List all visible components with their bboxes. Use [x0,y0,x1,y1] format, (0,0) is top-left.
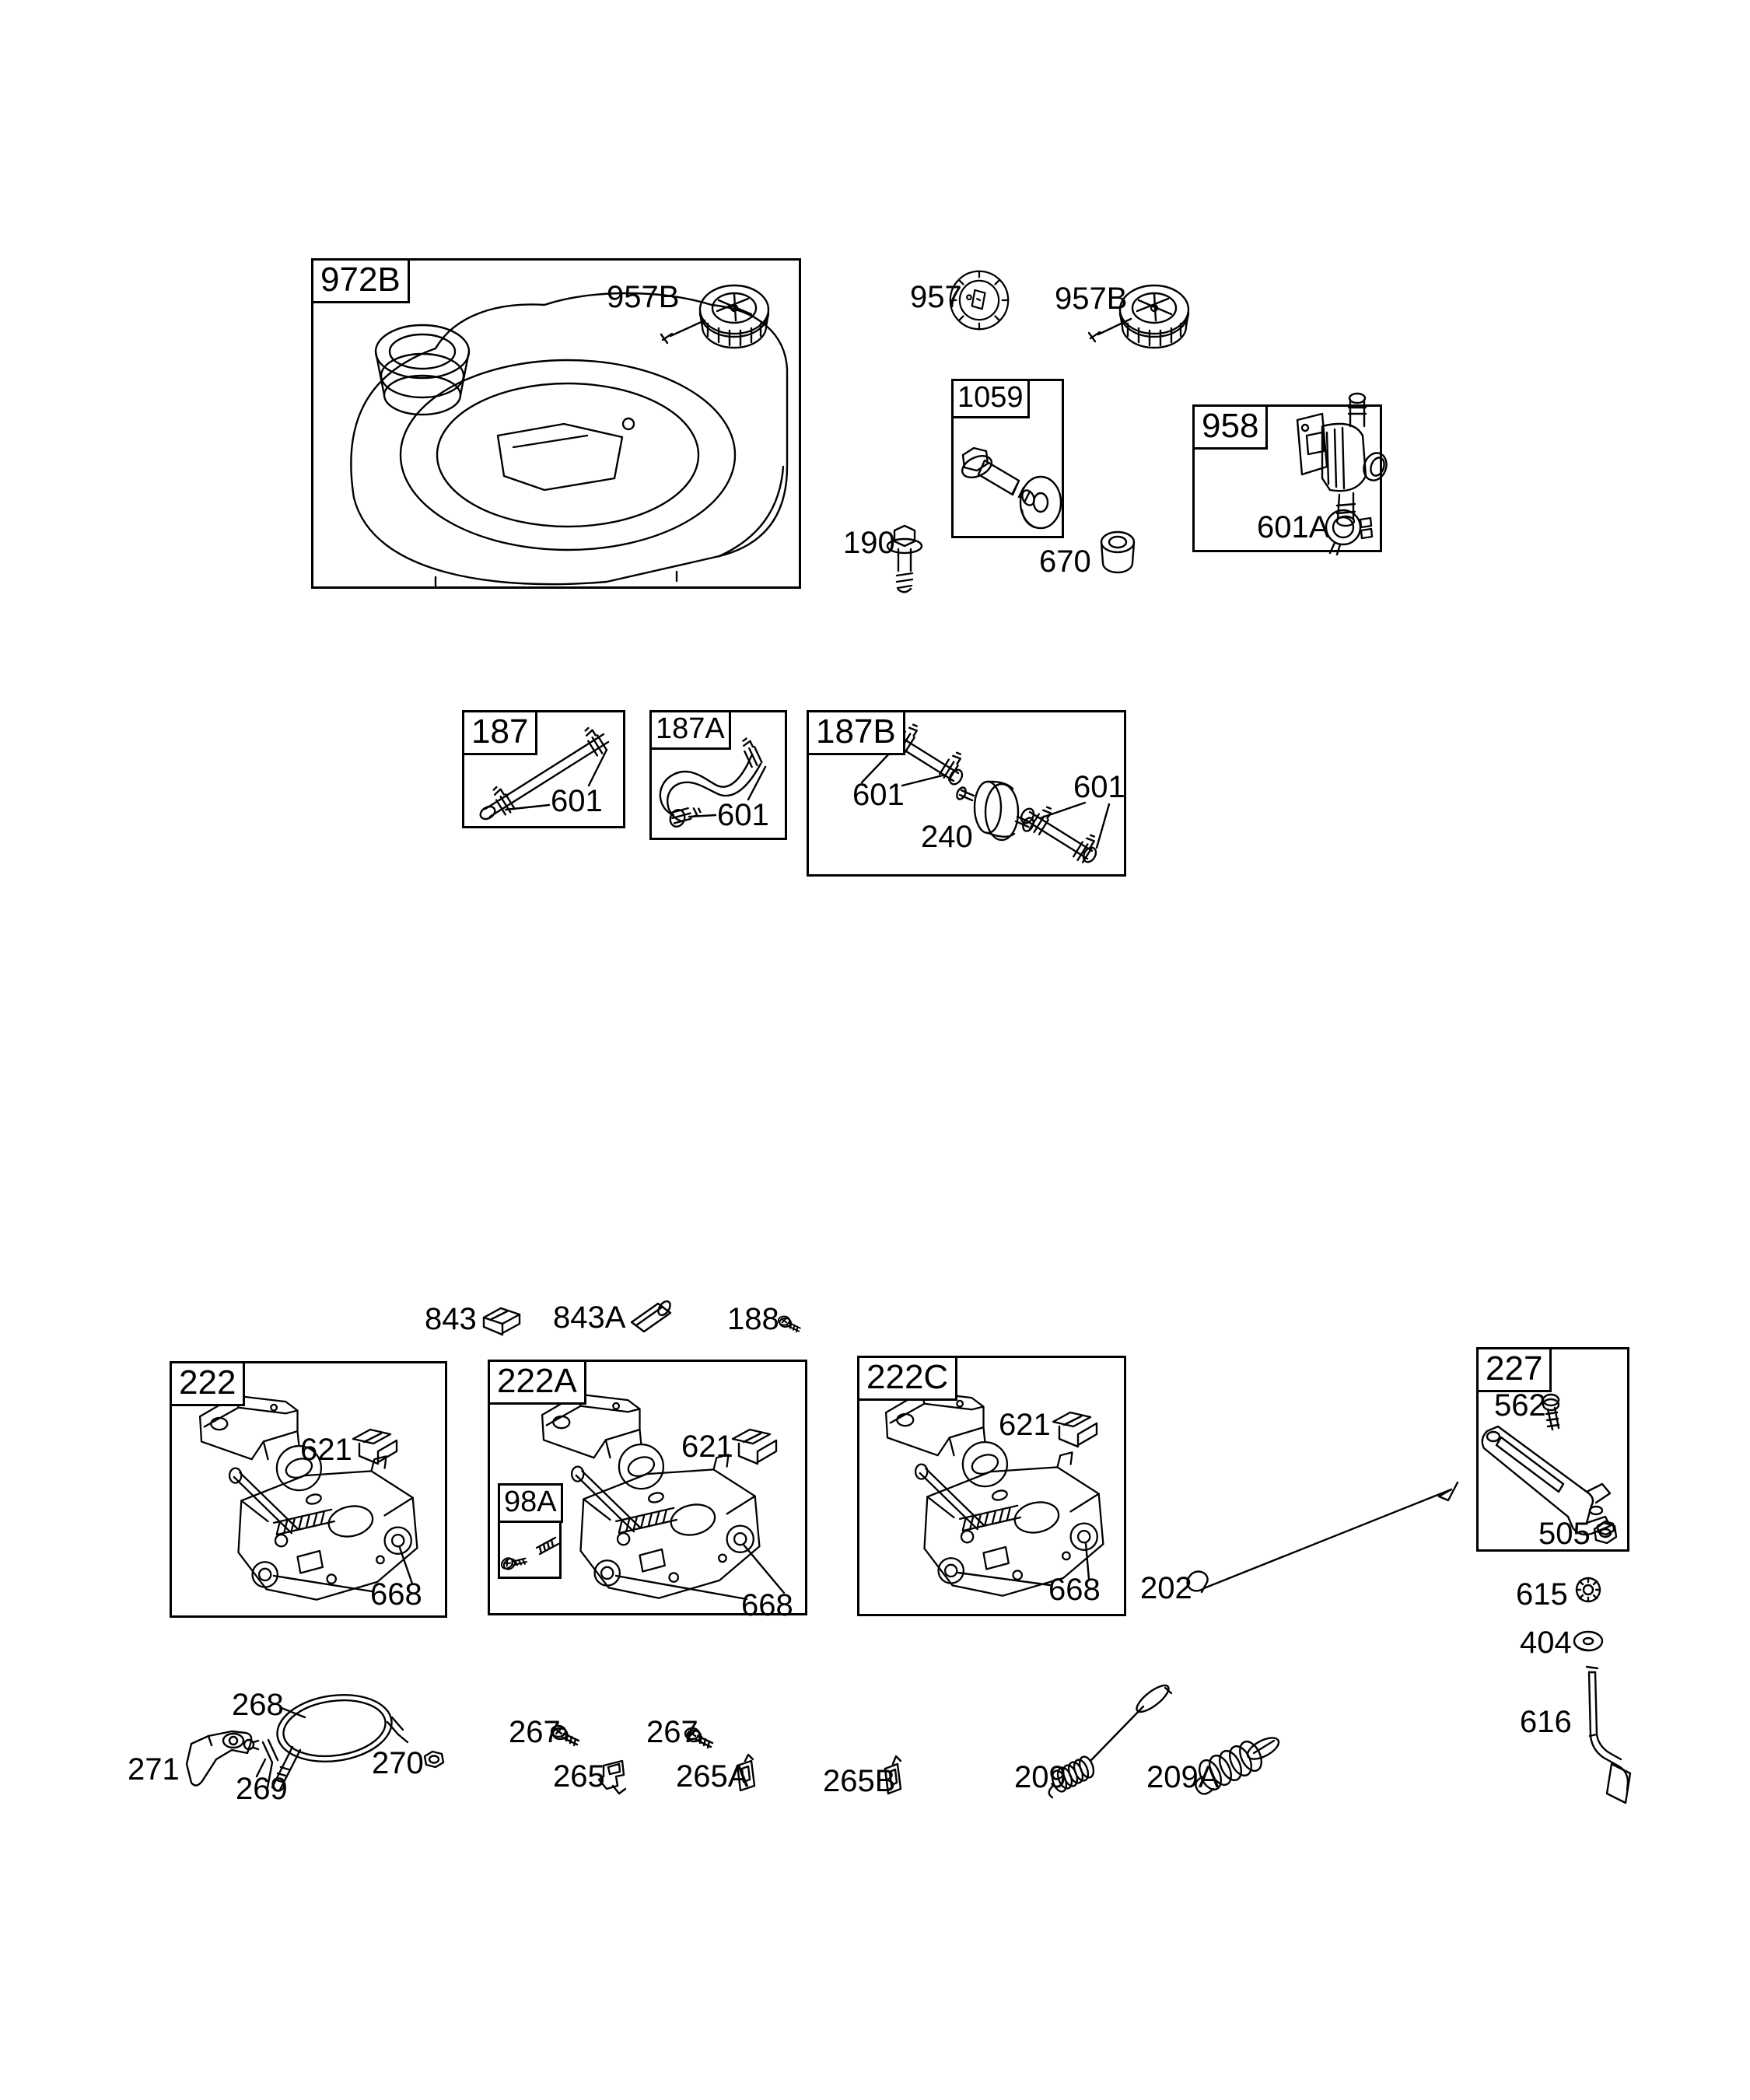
callout-668-222C: 668 [1048,1573,1101,1607]
callout-957B-right: 957B [1055,282,1128,316]
callout-601-187: 601 [551,784,603,818]
callout-271: 271 [128,1752,180,1787]
callout-621-222C: 621 [999,1408,1051,1442]
screw-188-drawing [779,1316,800,1332]
callout-601-187B-left: 601 [852,778,905,812]
callout-957B-tank: 957B [607,280,680,314]
callout-209A: 209A [1146,1760,1220,1794]
group-label-227-text: 227 [1486,1349,1543,1388]
callout-843A: 843A [553,1300,626,1335]
group-label-187A [649,710,731,750]
callout-601-187A: 601 [717,798,769,832]
group-label-222A-text: 222A [497,1362,577,1400]
group-box-972B [311,258,801,589]
group-label-972B [311,258,410,303]
sleeve-843A-drawing [632,1299,673,1332]
group-label-222C-text: 222C [866,1358,949,1396]
callout-505: 505 [1538,1517,1591,1551]
group-label-98A [498,1483,563,1523]
callout-957: 957 [910,280,962,314]
group-label-222 [170,1361,245,1406]
group-label-187A-text: 187A [656,712,725,745]
group-label-187-text: 187 [471,712,529,751]
callout-601-187B-right: 601 [1073,770,1125,804]
group-label-187B-text: 187B [816,712,896,751]
callout-202: 202 [1140,1571,1192,1605]
group-label-187B [807,710,905,755]
callout-267-left: 267 [509,1715,561,1749]
group-label-1059 [951,379,1030,418]
callout-267-right: 267 [646,1715,698,1749]
group-label-222C [857,1356,957,1401]
group-label-958 [1192,404,1268,450]
group-box-1059 [951,379,1064,538]
group-box-98A [498,1483,562,1579]
callout-265: 265 [553,1759,605,1794]
nut-270-drawing [425,1752,443,1767]
callout-668-222A: 668 [741,1588,793,1622]
callout-562: 562 [1494,1388,1546,1423]
flange-nut-615-drawing [1577,1578,1600,1601]
callout-268: 268 [232,1688,284,1722]
callout-621-222: 621 [300,1433,352,1467]
callout-269: 269 [236,1772,288,1806]
group-label-227 [1476,1347,1552,1392]
callout-621-222A: 621 [681,1430,733,1464]
group-label-972B-text: 972B [320,261,401,299]
callout-209: 209 [1014,1760,1066,1794]
bushing-670-drawing [1101,532,1134,572]
callout-404: 404 [1520,1626,1572,1660]
callout-240: 240 [921,820,973,854]
callout-270: 270 [372,1746,424,1780]
group-label-958-text: 958 [1202,407,1259,445]
callout-615: 615 [1516,1577,1568,1612]
callout-616: 616 [1520,1705,1572,1739]
governor-link-202-drawing [1188,1482,1458,1592]
clip-843-drawing [484,1308,520,1335]
washer-404-drawing [1574,1632,1602,1650]
callout-190: 190 [843,526,895,560]
group-label-1059-text: 1059 [957,381,1024,414]
group-label-222-text: 222 [179,1363,236,1402]
callout-670: 670 [1039,544,1091,579]
callout-188: 188 [727,1302,779,1336]
callout-843: 843 [425,1302,477,1336]
crank-616-drawing [1587,1667,1630,1803]
callout-668-222: 668 [370,1577,422,1612]
group-label-98A-text: 98A [504,1486,557,1518]
callout-265B: 265B [823,1764,896,1798]
callout-601A: 601A [1257,510,1330,544]
group-label-222A [488,1360,586,1405]
callout-265A: 265A [676,1759,749,1794]
group-label-187 [462,710,537,755]
